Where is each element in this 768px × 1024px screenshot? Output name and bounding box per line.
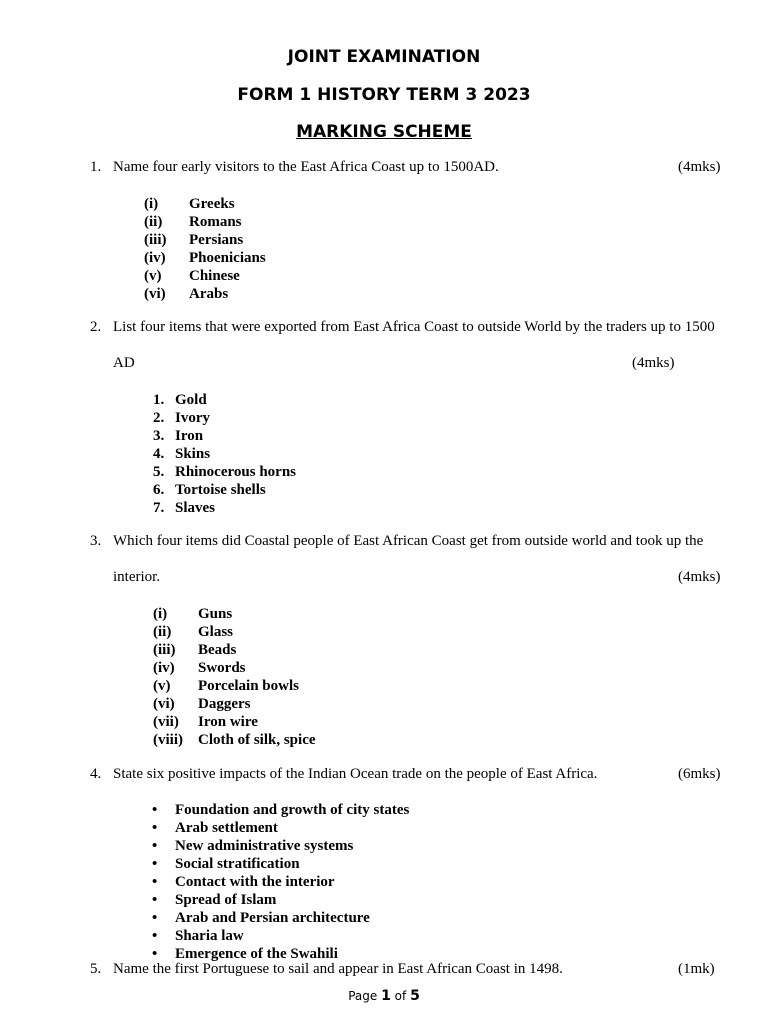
bullet-item: • Sharia law <box>152 928 244 944</box>
answer-item: (ii) Glass <box>153 624 234 640</box>
question-text: Name the first Portuguese to sail and appear in East African Coast in 1498. <box>113 961 563 977</box>
page-word: Page <box>348 989 378 1003</box>
question-4-answers <box>152 801 409 963</box>
bullet-item: • Contact with the interior <box>152 874 335 890</box>
answer-item: (v) Chinese <box>144 268 240 284</box>
bullet-item: • Social stratification <box>152 856 300 872</box>
exam-title: JOINT EXAMINATION <box>287 47 481 67</box>
bullet-icon: • <box>152 928 158 944</box>
bullet-icon: • <box>152 892 158 908</box>
question-text-continued: interior. <box>113 569 161 585</box>
answer-item: (iv) Phoenicians <box>144 250 266 266</box>
answer-item: (iii) Persians <box>144 232 244 248</box>
answer-item: (i) Guns <box>153 606 233 622</box>
bullet-item: • Emergence of the Swahili <box>152 946 338 962</box>
current-page: 1 <box>381 988 391 1004</box>
bullet-icon: • <box>152 910 158 926</box>
answer-item: 2. Ivory <box>153 410 210 426</box>
answer-item: (vi) Daggers <box>153 696 251 712</box>
question-text-continued: AD <box>113 355 135 371</box>
question-number: 4. <box>90 766 102 782</box>
bullet-icon: • <box>152 838 158 854</box>
bullet-item: • Arab settlement <box>152 820 278 836</box>
question-1-answers <box>144 195 266 303</box>
marking-scheme-title: MARKING SCHEME <box>296 122 472 142</box>
bullet-icon: • <box>152 802 158 818</box>
question-text: List four items that were exported from East Africa Coast to outside World by the traders up to 1500 <box>113 319 715 335</box>
question-text: Which four items did Coastal people of East African Coast get from outside world and took up the <box>113 533 704 549</box>
of-word: of <box>394 989 407 1003</box>
bullet-icon: • <box>152 820 158 836</box>
answer-item: 1. Gold <box>153 392 207 408</box>
question-text: Name four early visitors to the East Africa Coast up to 1500AD. <box>113 159 499 175</box>
total-pages: 5 <box>410 988 420 1004</box>
question-5-marks: (1mk) <box>678 961 715 977</box>
answer-item: (v) Porcelain bowls <box>153 678 299 694</box>
answer-item: 3. Iron <box>153 428 204 444</box>
answer-item: (iii) Beads <box>153 642 237 658</box>
answer-item: (vi) Arabs <box>144 286 229 302</box>
answer-item: 7. Slaves <box>153 500 216 516</box>
exam-subtitle: FORM 1 HISTORY TERM 3 2023 <box>237 85 531 105</box>
question-number: 1. <box>90 159 102 175</box>
question-3-answers <box>153 605 316 749</box>
question-number: 2. <box>90 319 102 335</box>
bullet-item: • Foundation and growth of city states <box>152 802 410 818</box>
bullet-icon: • <box>152 856 158 872</box>
question-1-marks: (4mks) <box>678 159 721 175</box>
answer-item: (ii) Romans <box>144 214 242 230</box>
bullet-item: • Arab and Persian architecture <box>152 910 370 926</box>
question-number: 5. <box>90 961 102 977</box>
answer-item: (iv) Swords <box>153 660 246 676</box>
question-2-answers <box>153 391 296 517</box>
bullet-icon: • <box>152 874 158 890</box>
answer-item: (vii) Iron wire <box>153 714 258 730</box>
question-4-marks: (6mks) <box>678 766 721 782</box>
bullet-icon: • <box>152 946 158 962</box>
answer-item: (i) Greeks <box>144 196 235 212</box>
answer-item: 4. Skins <box>153 446 211 462</box>
question-number: 3. <box>90 533 102 549</box>
question-3-marks: (4mks) <box>678 569 721 585</box>
page-footer <box>0 988 768 1004</box>
answer-item: 6. Tortoise shells <box>153 482 266 498</box>
question-2-marks: (4mks) <box>632 355 675 371</box>
bullet-item: • Spread of Islam <box>152 892 277 908</box>
question-text: State six positive impacts of the Indian Ocean trade on the people of East Africa. <box>113 766 598 782</box>
bullet-item: • New administrative systems <box>152 838 354 854</box>
answer-item: (viii) Cloth of silk, spice <box>153 732 316 748</box>
answer-item: 5. Rhinocerous horns <box>153 464 296 480</box>
